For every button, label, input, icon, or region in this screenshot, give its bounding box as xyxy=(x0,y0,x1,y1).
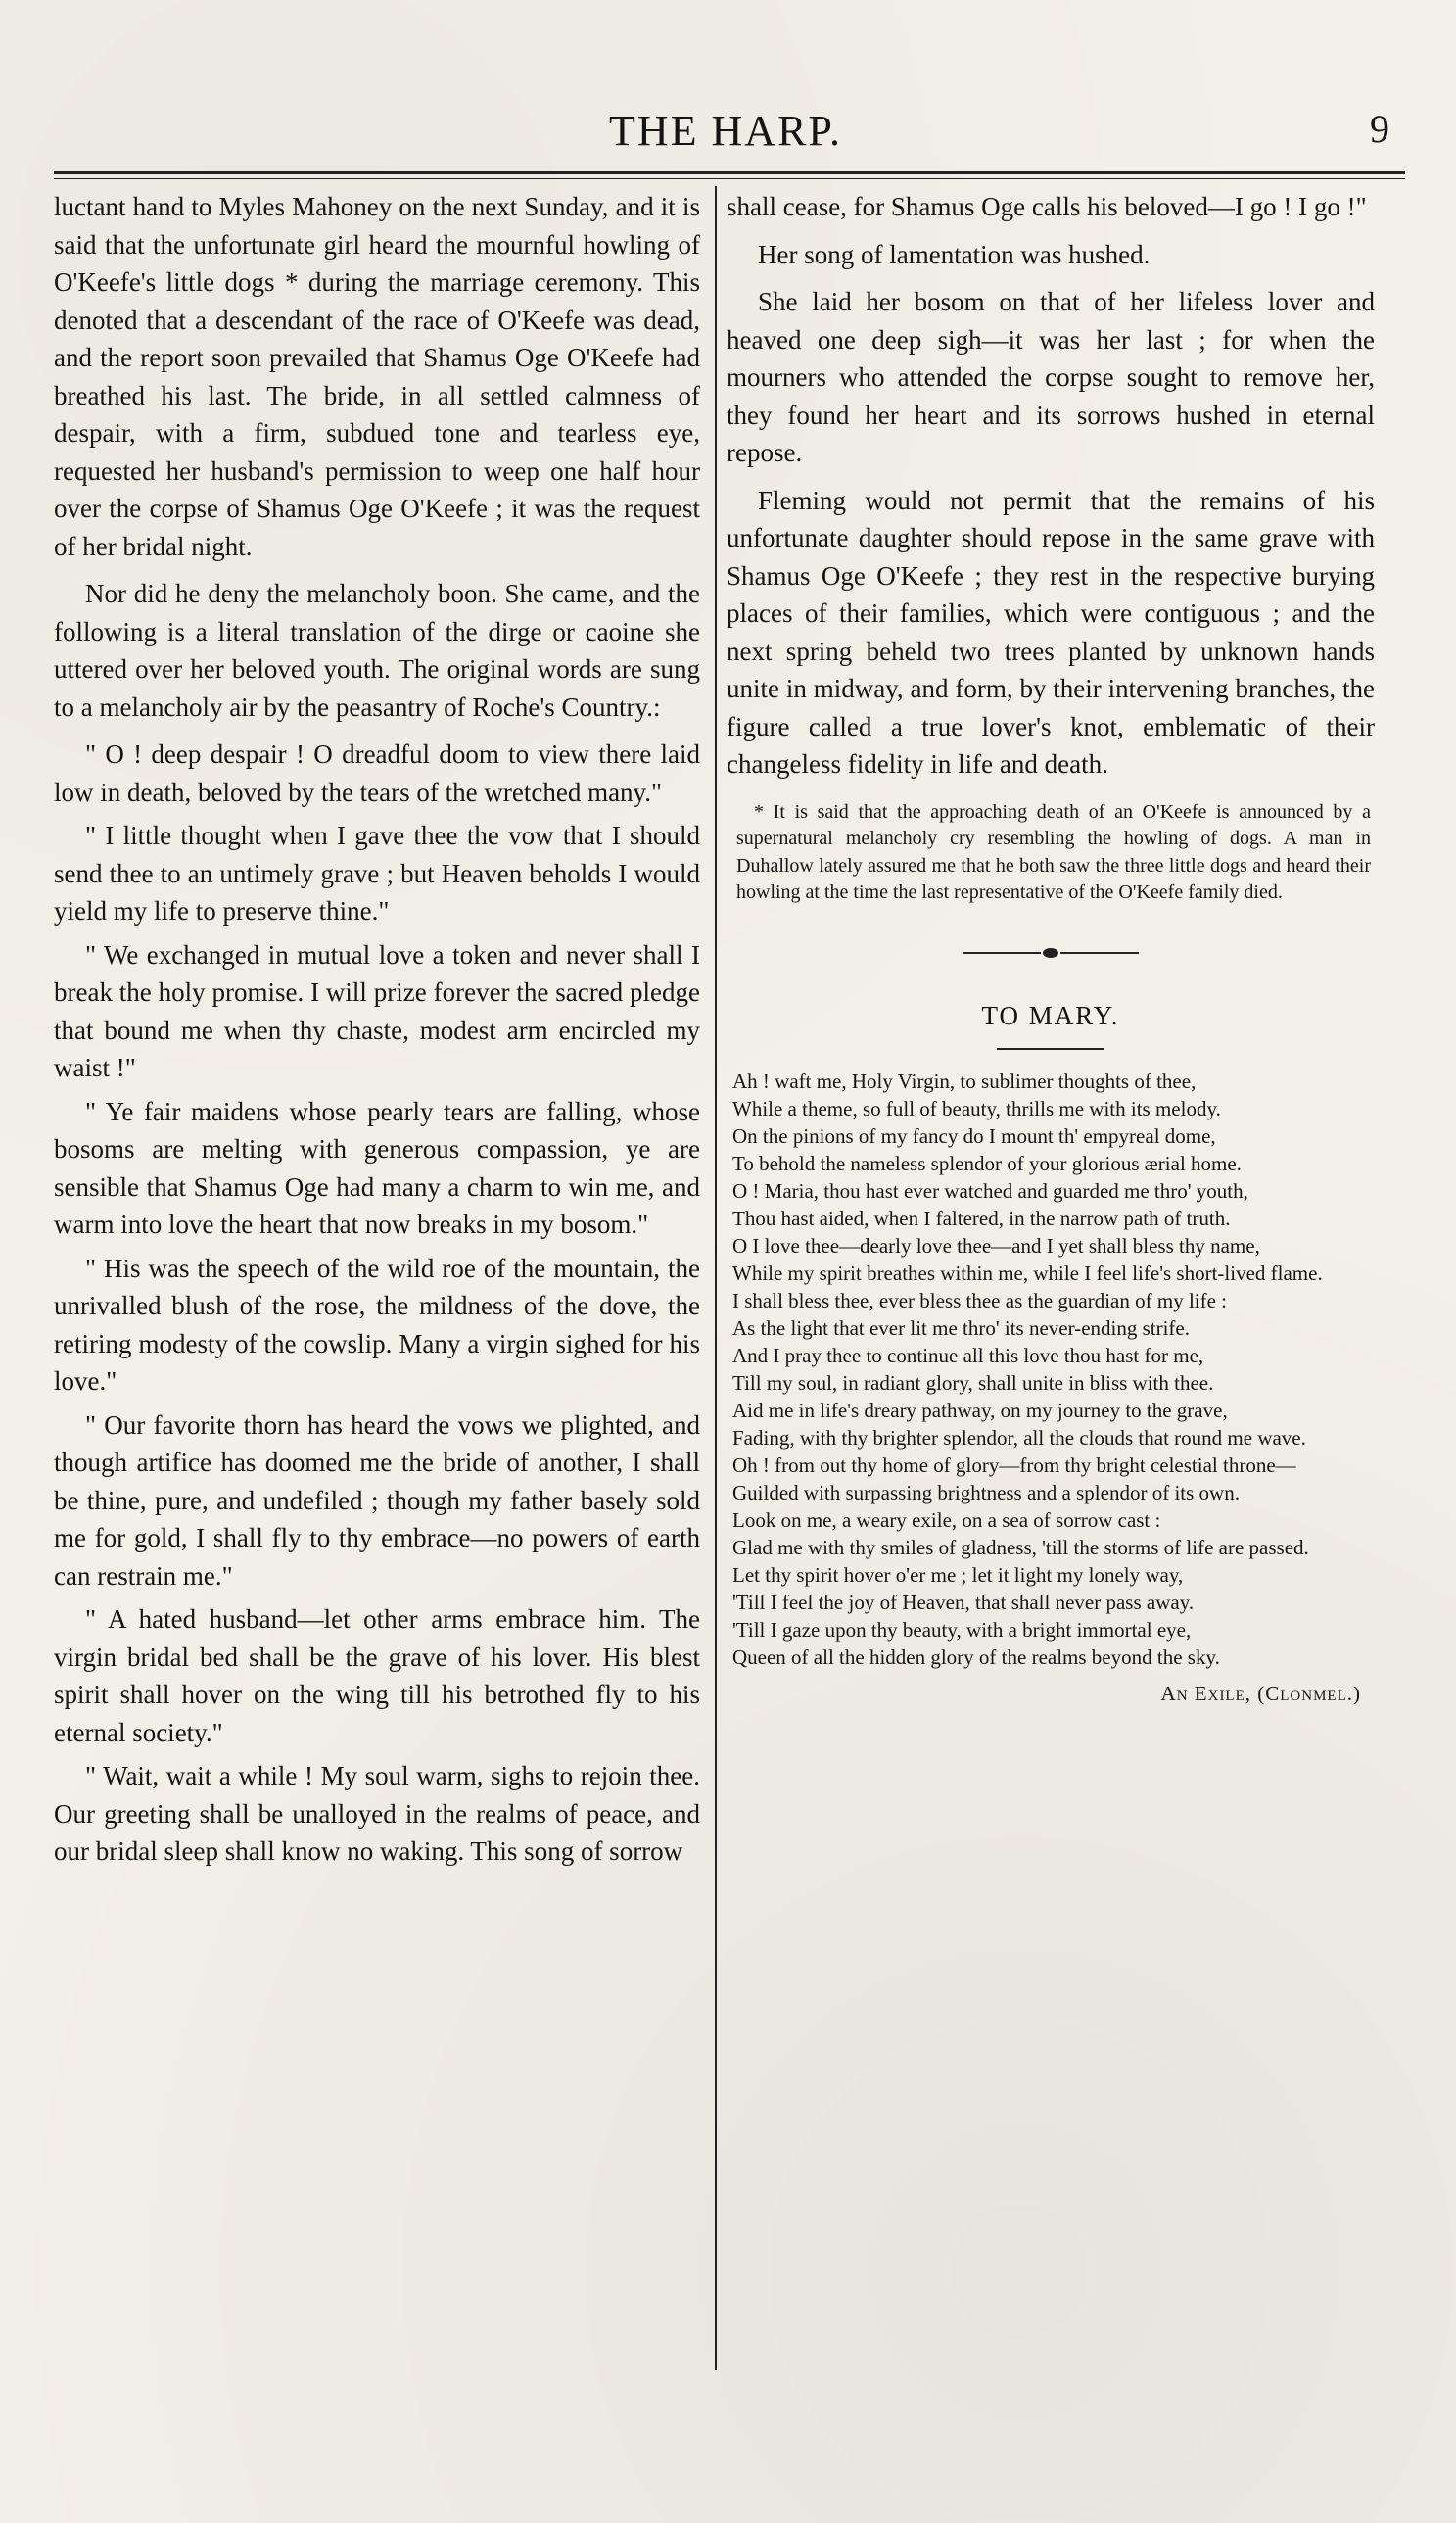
dirge-verse: " I little thought when I gave thee the vow that I should send thee to an untimely grave ; but Heaven beholds I would yield my life to preserve thine." xyxy=(54,821,700,926)
poem-verse: Guilded with surpassing brightness and a splendor of its own. xyxy=(732,1481,1240,1504)
paragraph: shall cease, for Shamus Oge calls his beloved—I go ! I go !" xyxy=(727,192,1367,221)
poem-verse: I shall bless thee, ever bless thee as the guardian of my life : xyxy=(732,1289,1228,1312)
page-number: 9 xyxy=(1370,107,1389,151)
poem-verse: Queen of all the hidden glory of the realms beyond the sky. xyxy=(732,1645,1220,1669)
poem-title-rule xyxy=(997,1048,1104,1050)
poem-verse: And I pray thee to continue all this love thou hast for me, xyxy=(732,1344,1204,1367)
poem-verse: While my spirit breathes within me, while I feel life's short-lived flame. xyxy=(732,1262,1323,1285)
paragraph: luctant hand to Myles Mahoney on the next Sunday, and it is said that the unfortunate girl heard the mournful howling of O'Keefe's little dogs * during the marriage ceremony. This denoted that a descendant of the race of O'Keefe was dead, and the report soon prevailed that Shamus Oge O'Keefe had breathed his last. The bride, in all settled calmness of despair, with a firm, subdued tone and tearless eye, requested her husband's permission to weep one half hour over the corpse of Shamus Oge O'Keefe ; it was the request of her bridal night. xyxy=(54,192,700,561)
dirge-verse: " His was the speech of the wild roe of the mountain, the unrivalled blush of the rose, the mildness of the dove, the retiring modesty of the cowslip. Many a virgin sighed for his love." xyxy=(54,1253,700,1396)
poem-verse: Glad me with thy smiles of gladness, 'till the storms of life are passed. xyxy=(732,1536,1309,1559)
poem-verse: Fading, with thy brighter splendor, all the clouds that round me wave. xyxy=(732,1426,1306,1450)
paragraph: Fleming would not permit that the remains of his unfortunate daughter should repose in the same grave with Shamus Oge O'Keefe ; they rest in the respective burying places of their families, which were contiguous ; and the next spring beheld two trees planted by unknown hands unite in midway, and form, by their intervening branches, the figure called a true lover's knot, emblematic of their changeless fidelity in life and death. xyxy=(727,485,1375,779)
section-ornament xyxy=(963,948,1139,958)
poem-verse: O ! Maria, thou hast ever watched and guarded me thro' youth, xyxy=(732,1179,1248,1203)
paragraph: She laid her bosom on that of her lifeless lover and heaved one deep sigh—it was her last ; for when the mourners who attended the corpse sought to remove her, they found her heart and its sorrows hushed in eternal repose. xyxy=(727,287,1375,467)
dirge-verse: " Wait, wait a while ! My soul warm, sighs to rejoin thee. Our greeting shall be unalloyed in the realms of peace, and our bridal sleep shall know no waking. This song of sorrow xyxy=(54,1761,700,1866)
poem-verse: 'Till I gaze upon thy beauty, with a bright immortal eye, xyxy=(732,1618,1192,1642)
dirge-verse: " We exchanged in mutual love a token and never shall I break the holy promise. I will prize forever the sacred pledge that bound me when thy chaste, modest arm encircled my waist !" xyxy=(54,939,700,1082)
poem-verse: Till my soul, in radiant glory, shall unite in bliss with thee. xyxy=(732,1371,1214,1395)
dirge-verse: " O ! deep despair ! O dreadful doom to view there laid low in death, beloved by the tears of the wretched many." xyxy=(54,739,700,807)
poem-verse: To behold the nameless splendor of your glorious ærial home. xyxy=(732,1152,1242,1175)
dirge-verse: " Ye fair maidens whose pearly tears are falling, whose bosoms are melting with generous compassion, ye are sensible that Shamus Oge had many a charm to win me, and warm into love the heart that now breaks in my bosom." xyxy=(54,1096,700,1239)
running-head xyxy=(54,106,1397,174)
poem-verse: Oh ! from out thy home of glory—from thy bright celestial throne— xyxy=(732,1453,1296,1477)
poem-verse: Ah ! waft me, Holy Virgin, to sublimer thoughts of thee, xyxy=(732,1070,1197,1093)
poem-verse: Thou hast aided, when I faltered, in the narrow path of truth. xyxy=(732,1207,1231,1230)
dirge-verse: " A hated husband—let other arms embrace him. The virgin bridal bed shall be the grave of his lover. His blest spirit shall hover on the wing till his betrothed fly to his eternal society." xyxy=(54,1604,700,1747)
poem-signature: An Exile, (Clonmel.) xyxy=(1160,1682,1361,1705)
poem-verse: 'Till I feel the joy of Heaven, that shall never pass away. xyxy=(732,1591,1195,1614)
poem-verse: While a theme, so full of beauty, thrills me with its melody. xyxy=(732,1097,1221,1120)
dirge-verse: " Our favorite thorn has heard the vows we plighted, and though artifice has doomed me the bride of another, I shall be thine, pure, and undefiled ; though my father basely sold me for gold, I shall fly to thy embrace—no powers of earth can restrain me." xyxy=(54,1409,700,1591)
poem-verse: On the pinions of my fancy do I mount th' empyreal dome, xyxy=(732,1124,1216,1148)
poem-verse: Let thy spirit hover o'er me ; let it light my lonely way, xyxy=(732,1563,1184,1587)
column-divider xyxy=(715,186,717,2370)
footnote-text: * It is said that the approaching death of an O'Keefe is announced by a supernatural melancholy cry resembling the howling of dogs. A man in Duhallow lately assured me that he both saw the three little dogs and heard their howling at the time the last representative of the O'Keefe family died. xyxy=(736,800,1371,903)
header-rule xyxy=(54,171,1405,179)
poem-title: TO MARY. xyxy=(981,1000,1120,1030)
poem xyxy=(727,1070,1375,1669)
right-column xyxy=(727,188,1375,1713)
poem-verse: Aid me in life's dreary pathway, on my journey to the grave, xyxy=(732,1399,1228,1422)
footnote xyxy=(727,799,1375,907)
paragraph: Her song of lamentation was hushed. xyxy=(758,239,1151,269)
page-title: THE HARP. xyxy=(608,107,843,155)
poem-verse: O I love thee—dearly love thee—and I yet shall bless thy name, xyxy=(732,1234,1260,1258)
poem-verse: Look on me, a weary exile, on a sea of sorrow cast : xyxy=(732,1508,1161,1532)
poem-verse: As the light that ever lit me thro' its never-ending strife. xyxy=(732,1316,1190,1340)
left-column xyxy=(54,188,700,1877)
paragraph: Nor did he deny the melancholy boon. She came, and the following is a literal translation of the dirge or caoine she uttered over her beloved youth. The original words are sung to a melancholy air by the peasantry of Roche's Country.: xyxy=(54,579,700,722)
